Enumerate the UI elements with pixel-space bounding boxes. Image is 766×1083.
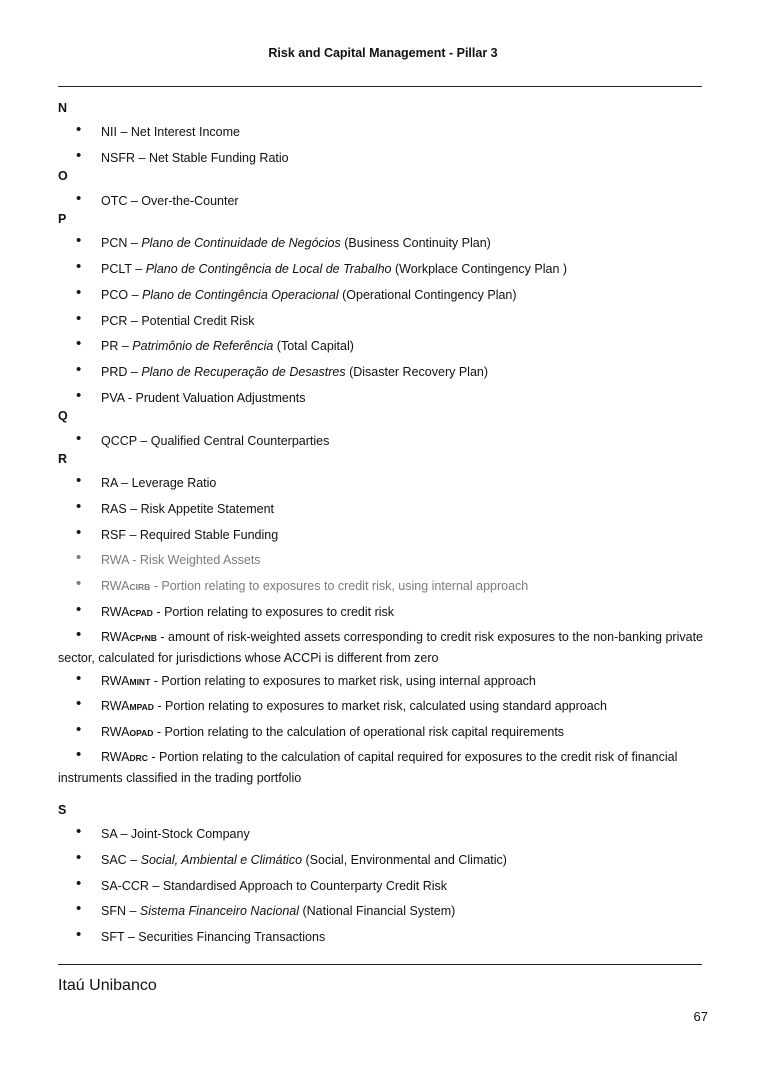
bullet-icon: •	[76, 121, 82, 138]
bullet-icon: •	[76, 900, 82, 917]
bullet-icon: •	[76, 721, 82, 738]
bullet-icon: •	[76, 147, 82, 164]
glossary-item: • PVA - Prudent Valuation Adjustments	[76, 387, 306, 405]
glossary-item: • RWADRC - Portion relating to the calculation of capital required for exposures to the credit risk of financial instruments classified in the trading portfolio	[58, 746, 678, 785]
bullet-icon: •	[76, 284, 82, 301]
bullet-icon: •	[76, 626, 82, 643]
bullet-icon: •	[76, 430, 82, 447]
bullet-icon: •	[76, 498, 82, 515]
glossary-item: • NII – Net Interest Income	[76, 121, 240, 139]
header-divider	[58, 86, 702, 87]
bullet-icon: •	[76, 823, 82, 840]
bullet-icon: •	[76, 670, 82, 687]
section-letter-o: O	[58, 169, 68, 183]
glossary-item: • RA – Leverage Ratio	[76, 472, 217, 490]
glossary-item: • RAS – Risk Appetite Statement	[76, 498, 275, 516]
bullet-icon: •	[76, 310, 82, 327]
glossary-item: • RWAOPAD - Portion relating to the calculation of operational risk capital requirements	[76, 721, 565, 739]
bullet-icon: •	[76, 190, 82, 207]
bullet-icon: •	[76, 601, 82, 618]
glossary-item: • PR – Patrimônio de Referência (Total Capital)	[76, 335, 354, 353]
bullet-icon: •	[76, 549, 82, 566]
bullet-icon: •	[76, 387, 82, 404]
glossary-item: • PCLT – Plano de Contingência de Local de Trabalho (Workplace Contingency Plan )	[76, 258, 568, 276]
glossary-item: • SAC – Social, Ambiental e Climático (Social, Environmental and Climatic)	[76, 849, 507, 867]
glossary-item: • SA – Joint-Stock Company	[76, 823, 250, 841]
glossary-item: • RWAMPAD - Portion relating to exposures to market risk, calculated using standard approach	[76, 695, 607, 713]
glossary-item: • OTC – Over-the-Counter	[76, 190, 239, 208]
glossary-item: • PCN – Plano de Continuidade de Negócios (Business Continuity Plan)	[76, 232, 491, 250]
bullet-icon: •	[76, 361, 82, 378]
bullet-icon: •	[76, 849, 82, 866]
bullet-icon: •	[76, 472, 82, 489]
glossary-item: • NSFR – Net Stable Funding Ratio	[76, 147, 289, 165]
footer-divider	[58, 964, 702, 965]
bullet-icon: •	[76, 926, 82, 943]
bullet-icon: •	[76, 258, 82, 275]
glossary-item: • RWACPrNB - amount of risk-weighted assets corresponding to credit risk exposures to the non-banking private sector, calculated for jurisdictions whose ACCPi is different from zero	[58, 626, 704, 665]
bullet-icon: •	[76, 875, 82, 892]
footer-brand: Itaú Unibanco	[58, 977, 157, 994]
glossary-item: • RWACIRB - Portion relating to exposures to credit risk, using internal approach	[76, 575, 529, 593]
bullet-icon: •	[76, 524, 82, 541]
page-number: 67	[693, 1009, 708, 1024]
glossary-item: • RWAMINT - Portion relating to exposures to market risk, using internal approach	[76, 670, 536, 688]
glossary-item: • RWACPAD - Portion relating to exposures to credit risk	[76, 601, 395, 619]
glossary-item: • PCR – Potential Credit Risk	[76, 310, 255, 328]
section-letter-s: S	[58, 803, 67, 817]
section-letter-q: Q	[58, 409, 68, 423]
section-letter-r: R	[58, 452, 68, 466]
glossary-item: • QCCP – Qualified Central Counterparties	[76, 430, 330, 448]
section-letter-n: N	[58, 101, 68, 115]
glossary-item: • RWA - Risk Weighted Assets	[76, 549, 261, 567]
bullet-icon: •	[76, 232, 82, 249]
glossary-item: • PCO – Plano de Contingência Operacional (Operational Contingency Plan)	[76, 284, 517, 302]
glossary-item: • RSF – Required Stable Funding	[76, 524, 279, 542]
bullet-icon: •	[76, 575, 82, 592]
page-header-title: Risk and Capital Management - Pillar 3	[268, 46, 498, 60]
glossary-item: • PRD – Plano de Recuperação de Desastres (Disaster Recovery Plan)	[76, 361, 489, 379]
bullet-icon: •	[76, 335, 82, 352]
section-letter-p: P	[58, 212, 67, 226]
bullet-icon: •	[76, 746, 82, 763]
glossary-item: • SA-CCR – Standardised Approach to Counterparty Credit Risk	[76, 875, 448, 893]
glossary-item: • SFN – Sistema Financeiro Nacional (National Financial System)	[76, 900, 456, 918]
glossary-item: • SFT – Securities Financing Transactions	[76, 926, 326, 944]
bullet-icon: •	[76, 695, 82, 712]
